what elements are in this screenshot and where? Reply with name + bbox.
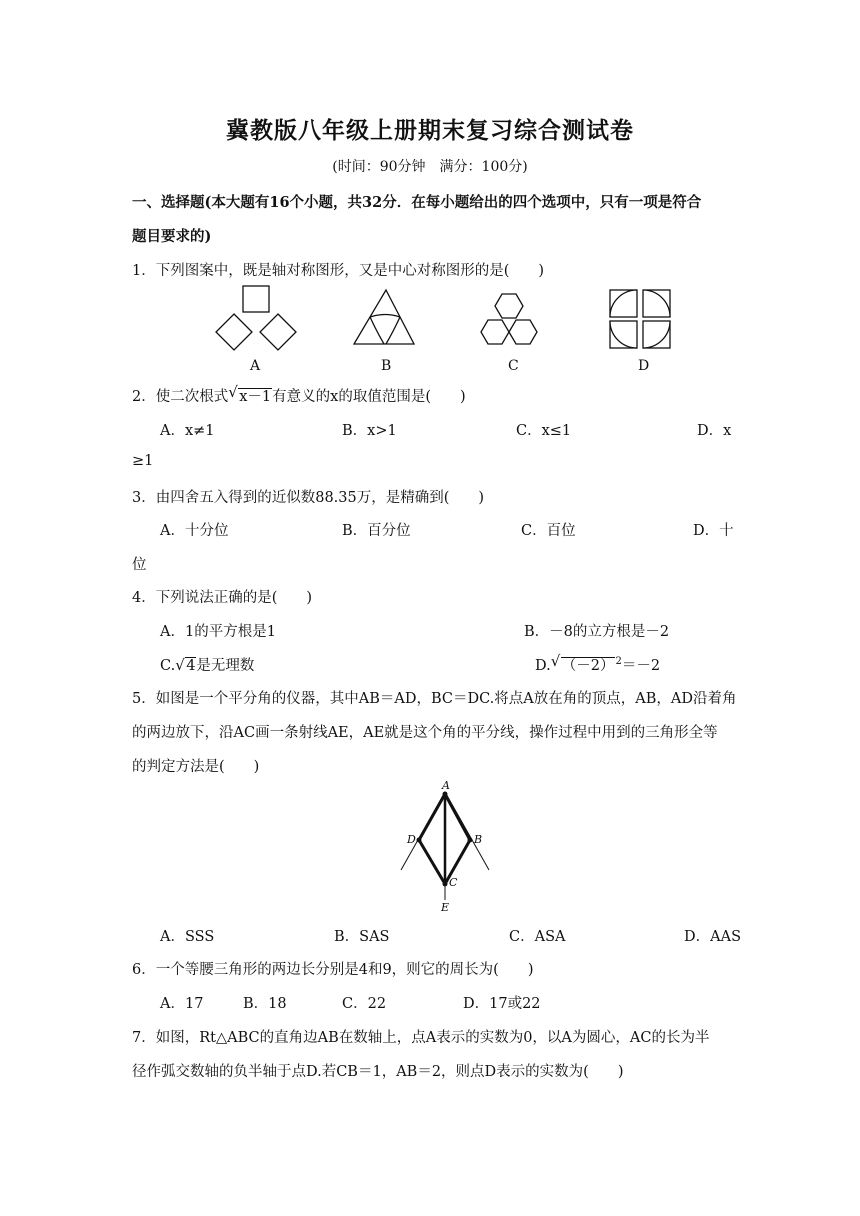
figure-b-arc-top	[370, 315, 400, 318]
label-a: A	[442, 780, 450, 792]
q5-option-c: C．ASA	[509, 929, 566, 945]
q4-option-d-radicand: （－2）	[561, 658, 615, 674]
q6-option-b: B．18	[243, 996, 287, 1012]
q3-option-d: D．十	[693, 523, 734, 539]
label-c: C	[449, 876, 458, 889]
q2-option-b: B．x>1	[342, 423, 397, 439]
q5-line2: 的两边放下，沿AC画一条射线AE，AE就是这个角的平分线，操作过程中用到的三角形全等	[132, 725, 718, 741]
bar-dc	[419, 840, 445, 884]
q5-option-a: A．SSS	[160, 929, 215, 945]
q4-option-d-text: ＝－2	[621, 658, 661, 674]
q7-line2: 径作弧交数轴的负半轴于点D.若CB＝1，AB＝2，则点D表示的实数为( )	[132, 1064, 624, 1080]
q4-option-c-text: 是无理数	[196, 658, 255, 674]
figure-c-hex-left	[481, 320, 509, 344]
figure-b-triangle	[354, 290, 414, 344]
figure-b-arc-left	[370, 317, 384, 344]
q2-option-c: C．x≤1	[516, 423, 572, 439]
bar-ab	[445, 794, 470, 840]
figure-a-square-top	[243, 286, 269, 312]
q2-radicand: x－1	[239, 389, 272, 405]
figure-d-arc-tr	[643, 290, 670, 317]
q6-option-d: D．17或22	[463, 996, 541, 1012]
q2-stem-post: 有意义的x的取值范围是( )	[272, 389, 466, 405]
figure-d-arc-br	[643, 321, 670, 348]
page-title: 冀教版八年级上册期末复习综合测试卷	[226, 117, 634, 144]
q6-option-c: C．22	[342, 996, 387, 1012]
q5-option-b: B．SAS	[334, 929, 390, 945]
point-c	[443, 882, 448, 887]
q4-option-c-letter: C.	[160, 658, 176, 674]
bar-ad	[419, 794, 445, 840]
figure-a-square-left	[216, 314, 252, 350]
figure-c-hex-top	[495, 294, 523, 318]
q5-line1: 5．如图是一个平分角的仪器，其中AB＝AD，BC＝DC.将点A放在角的顶点，AB，AD沿着角	[132, 691, 737, 707]
figure-c-hex-right	[509, 320, 537, 344]
q2-radical	[229, 385, 272, 406]
q2-option-d-wrap: ≥1	[132, 453, 154, 469]
q3-option-c: C．百位	[521, 523, 576, 539]
point-b	[468, 838, 473, 843]
q2-stem	[132, 385, 466, 406]
q4-option-d-exponent: 2	[615, 656, 622, 668]
figure-d-arc-tl	[610, 290, 637, 317]
q7-line1: 7．如图，Rt△ABC的直角边AB在数轴上，点A表示的实数为0，以A为圆心，AC的长为半	[132, 1030, 710, 1046]
q1-label-c: C	[508, 358, 519, 374]
q6-option-a: A．17	[160, 996, 204, 1012]
q5-option-d: D．AAS	[684, 929, 742, 945]
label-e: E	[441, 901, 450, 914]
q1-label-a: A	[250, 358, 261, 374]
q1-stem: 1．下列图案中，既是轴对称图形，又是中心对称图形的是( )	[132, 263, 545, 279]
q4-option-a: A．1的平方根是1	[160, 624, 276, 640]
q3-option-d-wrap: 位	[132, 557, 147, 573]
point-d	[417, 838, 422, 843]
q4-option-d-radical	[552, 654, 622, 675]
section-heading-line2: 题目要求的)	[132, 228, 212, 245]
q4-option-c	[160, 654, 254, 675]
q4-option-c-radical	[176, 658, 196, 674]
label-b: B	[474, 833, 483, 846]
figure-d-arc-bl	[610, 321, 637, 348]
q2-option-d: D．x	[697, 423, 732, 439]
figure-a-square-right	[260, 314, 296, 350]
section-heading-line1: 一、选择题(本大题有16个小题，共32分．在每小题给出的四个选项中，只有一项是符合	[132, 194, 702, 211]
q1-label-d: D	[638, 358, 650, 374]
q6-stem: 6．一个等腰三角形的两边长分别是4和9，则它的周长为( )	[132, 962, 534, 978]
label-d: D	[407, 833, 416, 846]
q1-label-b: B	[381, 358, 392, 374]
q3-stem: 3．由四舍五入得到的近似数88.35万，是精确到( )	[132, 490, 485, 506]
q4-stem: 4．下列说法正确的是( )	[132, 590, 313, 606]
q3-option-b: B．百分位	[342, 523, 411, 539]
page-subtitle: (时间：90分钟 满分：100分)	[332, 159, 528, 175]
point-a	[443, 792, 448, 797]
q5-figure-angle-bisector	[395, 780, 495, 915]
q1-figures	[200, 282, 680, 374]
q3-option-a: A．十分位	[160, 523, 229, 539]
q4-option-d	[535, 654, 660, 675]
q2-option-a: A．x≠1	[160, 423, 215, 439]
q4-option-d-letter: D.	[535, 658, 551, 674]
q4-option-c-radicand: 4	[186, 658, 196, 674]
q2-stem-pre: 2．使二次根式	[132, 389, 229, 405]
q4-option-b: B．－8的立方根是－2	[524, 624, 670, 640]
q5-line3: 的判定方法是( )	[132, 759, 260, 775]
figure-b-arc-right	[386, 317, 400, 344]
